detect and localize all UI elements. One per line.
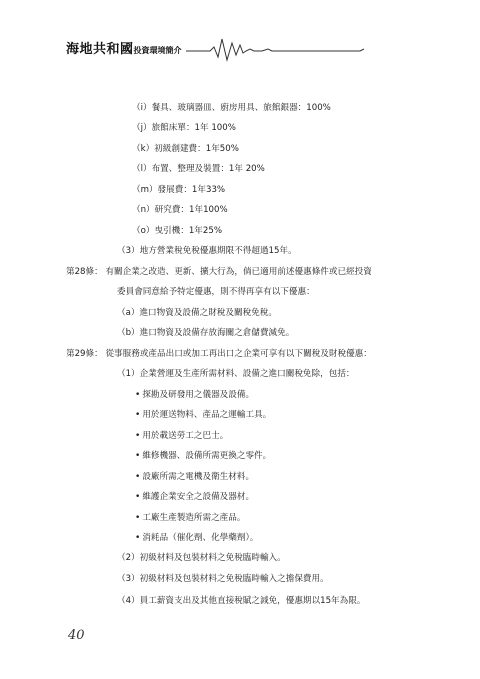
bullet-item	[135, 532, 258, 544]
text-line	[132, 184, 225, 196]
bullet-item	[135, 450, 271, 462]
text-line	[117, 368, 355, 380]
text-line	[132, 143, 239, 155]
text-line	[117, 327, 294, 339]
bullet-item	[135, 512, 245, 524]
line-text: 維護企業安全之設備及器材。	[142, 492, 255, 502]
line-text: （1）企業營運及生產所需材料、設備之進口關稅免除，包括：	[117, 369, 355, 379]
bullet-icon: •	[135, 472, 141, 482]
line-text: 第28條： 有關企業之改造、更新、擴大行為，倘已適用前述優惠條件或已經投資	[66, 267, 372, 277]
article-line	[66, 348, 372, 360]
line-text: 第29條： 從事服務或產品出口或加工再出口之企業可享有以下關稅及財稅優惠：	[66, 349, 372, 359]
line-text: （n）研究費：1年100%	[132, 205, 228, 215]
text-line	[132, 102, 331, 114]
bullet-icon: •	[135, 513, 141, 523]
line-text: 消耗品（催化劑、化學藥劑）。	[142, 533, 259, 543]
line-text: （m）發展費：1年33%	[132, 185, 226, 195]
line-text: （l）布置、整理及裝置：1年 20%	[132, 164, 265, 174]
line-text: （j）旅館床單：1年 100%	[132, 123, 236, 133]
line-text: 設廠所需之電機及衛生材料。	[142, 472, 255, 482]
text-line	[132, 163, 265, 175]
text-line	[117, 595, 365, 607]
line-text: （4）員工薪資支出及其他直接稅賦之減免，優惠期以15年為限。	[117, 596, 366, 606]
text-line	[117, 286, 315, 298]
line-text: （2）初級材料及包裝材料之免稅臨時輸入。	[117, 553, 286, 563]
header-title	[66, 38, 182, 57]
bullet-item	[135, 389, 254, 401]
bullet-icon: •	[135, 451, 141, 461]
line-text: （k）初級創建費：1年50%	[132, 144, 239, 154]
header-title-main: 海地共和國	[66, 42, 134, 57]
line-text: （i）餐具、玻璃器皿、廚房用具、旅館銀器：100%	[132, 103, 331, 113]
text-line	[117, 245, 297, 257]
bullet-item	[135, 430, 228, 442]
bullet-item	[135, 491, 254, 503]
bullet-item	[135, 471, 254, 483]
bullet-icon: •	[135, 390, 141, 400]
line-text: （b）進口物資及設備存放海關之倉儲費減免。	[117, 328, 295, 338]
text-line	[132, 204, 228, 216]
text-line	[132, 225, 222, 237]
text-line	[132, 122, 236, 134]
line-text: 用於載送勞工之巴士。	[142, 431, 229, 441]
header-title-sub: 投資環境簡介	[133, 46, 182, 55]
article-line	[66, 266, 372, 278]
bullet-icon: •	[135, 492, 141, 502]
line-text: （3）初級材料及包裝材料之免稅臨時輸入之擔保費用。	[117, 574, 329, 584]
line-text: 探勘及研發用之儀器及設備。	[142, 390, 255, 400]
line-text: 委員會同意給予特定優惠，則不得再享有以下優惠：	[117, 287, 315, 297]
bullet-icon: •	[135, 533, 141, 543]
page-number: 40	[68, 628, 85, 643]
text-line	[117, 307, 277, 319]
line-text: （o）曳引機：1年25%	[132, 226, 222, 236]
text-line	[117, 552, 286, 564]
text-line	[117, 573, 329, 585]
line-text: （3）地方營業稅免稅優惠期限不得超過15年。	[117, 246, 297, 256]
page-header	[0, 0, 480, 70]
line-text: 用於運送物料、產品之運輸工具。	[142, 410, 272, 420]
line-text: 工廠生產製造所需之產品。	[142, 513, 246, 523]
line-text: （a）進口物資及設備之財稅及關稅免稅。	[117, 308, 277, 318]
bullet-item	[135, 409, 271, 421]
bullet-icon: •	[135, 431, 141, 441]
heartbeat-line-icon	[0, 0, 480, 70]
line-text: 維修機器、設備所需更換之零件。	[142, 451, 272, 461]
bullet-icon: •	[135, 410, 141, 420]
